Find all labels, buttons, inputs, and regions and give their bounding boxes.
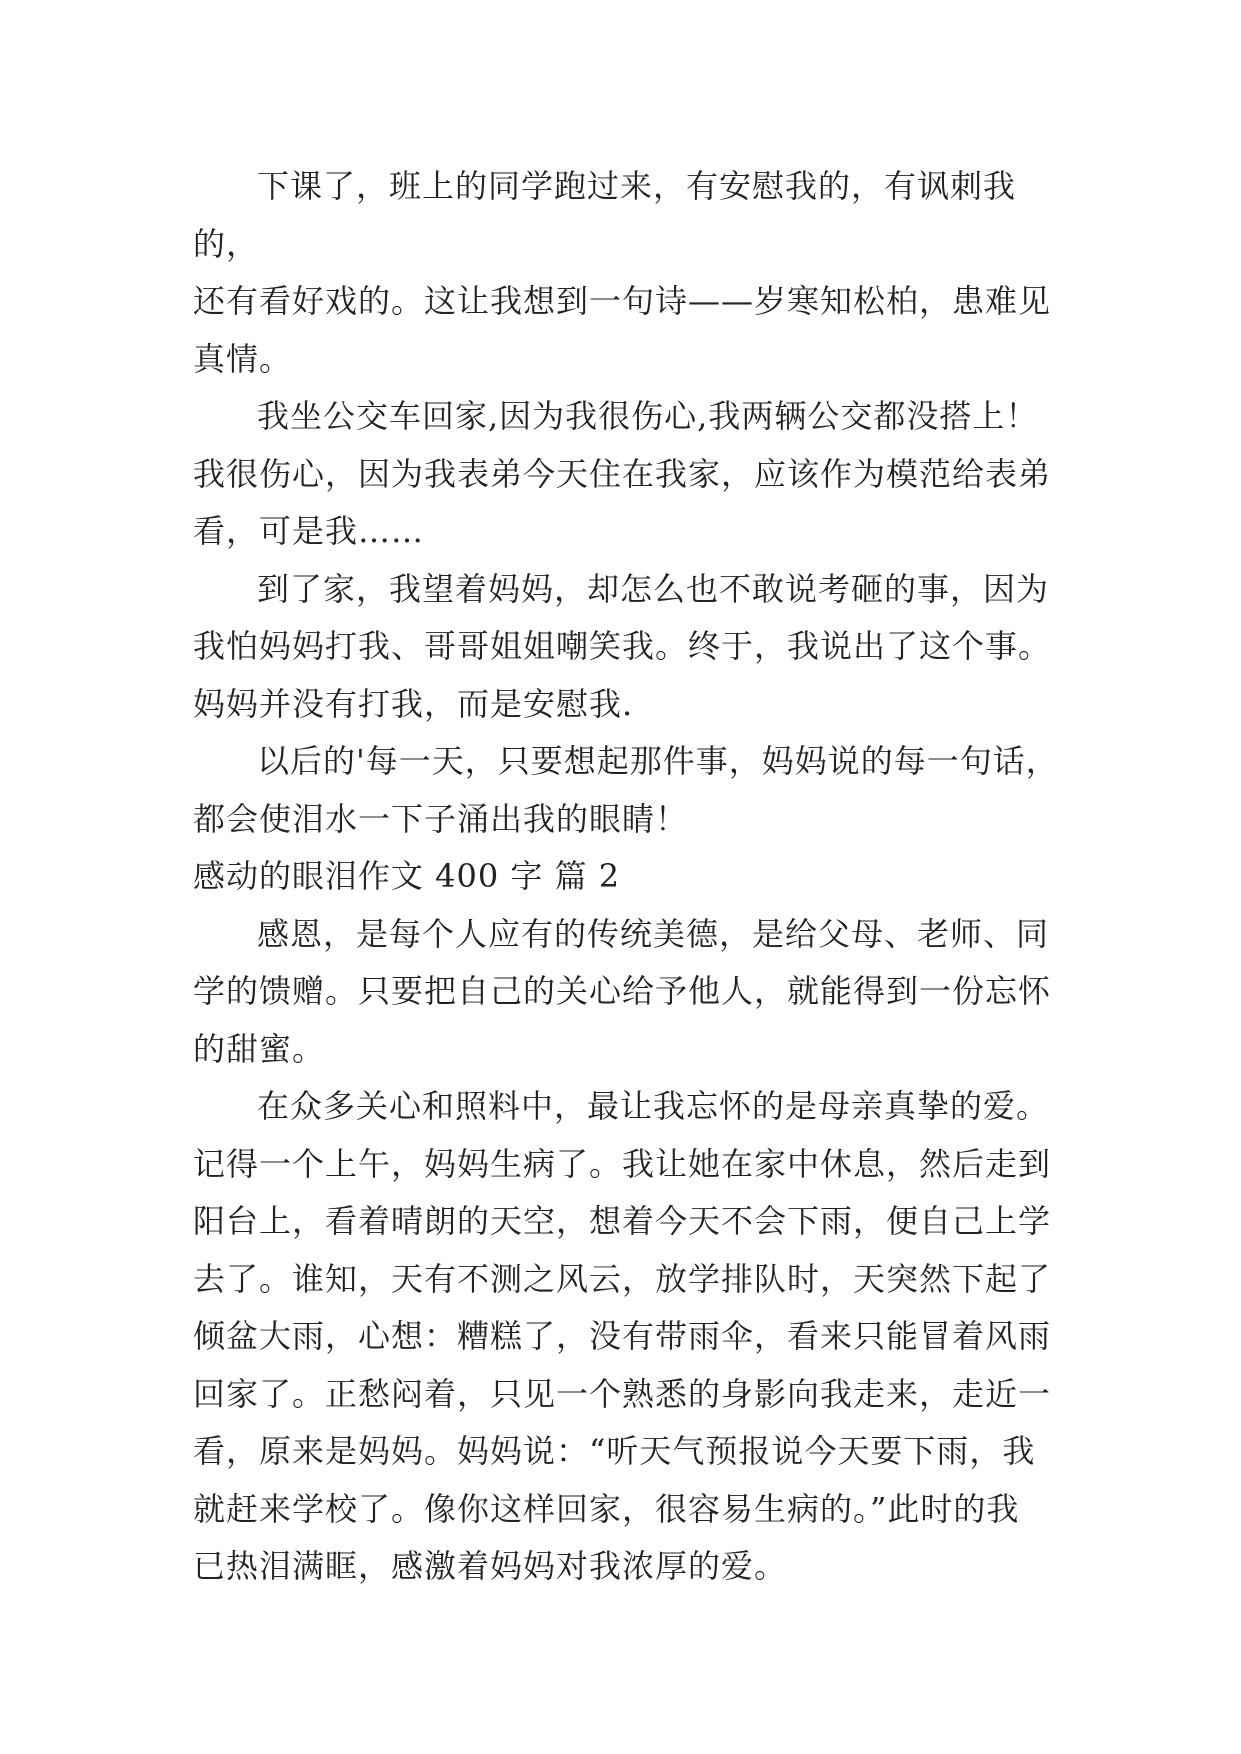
paragraph-5: 感恩，是每个人应有的传统美德，是给父母、老师、同 学的馈赠。只要把自己的关心给予他人，就能得到一份忘怀 的甜蜜。	[193, 914, 1052, 1068]
section-heading: 感动的眼泪作文 400 字 篇 2	[193, 857, 621, 895]
paragraph-1: 下课了，班上的同学跑过来，有安慰我的，有讽刺我的， 还有看好戏的。这让我想到一句诗——岁寒知松柏，患难见 真情。	[193, 167, 1052, 378]
paragraph-3: 到了家，我望着妈妈，却怎么也不敢说考砸的事，因为 我怕妈妈打我、哥哥姐姐嘲笑我。终于，我说出了这个事。 妈妈并没有打我，而是安慰我.	[193, 569, 1052, 723]
paragraph-4: 以后的'每一天，只要想起那件事，妈妈说的每一句话， 都会使泪水一下子涌出我的眼睛！	[193, 742, 1059, 838]
paragraph-6: 在众多关心和照料中，最让我忘怀的是母亲真挚的爱。 记得一个上午，妈妈生病了。我让她在家中休息，然后走到 阳台上，看着晴朗的天空，想着今天不会下雨，便自己上学 去了。谁知，天有不测之风云，放学排队时，天突然下起了 倾盆大雨，心想：糟糕了，没有带雨伞，看来只能冒着风雨 回家了。正愁闷着，只见一个熟悉的身影向我走来，走近一 看，原来是妈妈。妈妈说：“听天气预报说今天要下雨，我 就赶来学校了。像你这样回家，很容易生病的。”此时的我 已热泪满眶，感激着妈妈对我浓厚的爱。	[193, 1087, 1052, 1585]
paragraph-2: 我坐公交车回家,因为我很伤心,我两辆公交都没搭上！ 我很伤心，因为我表弟今天住在我家，应该作为模范给表弟 看，可是我……	[193, 397, 1052, 550]
document-body	[193, 158, 1073, 1596]
